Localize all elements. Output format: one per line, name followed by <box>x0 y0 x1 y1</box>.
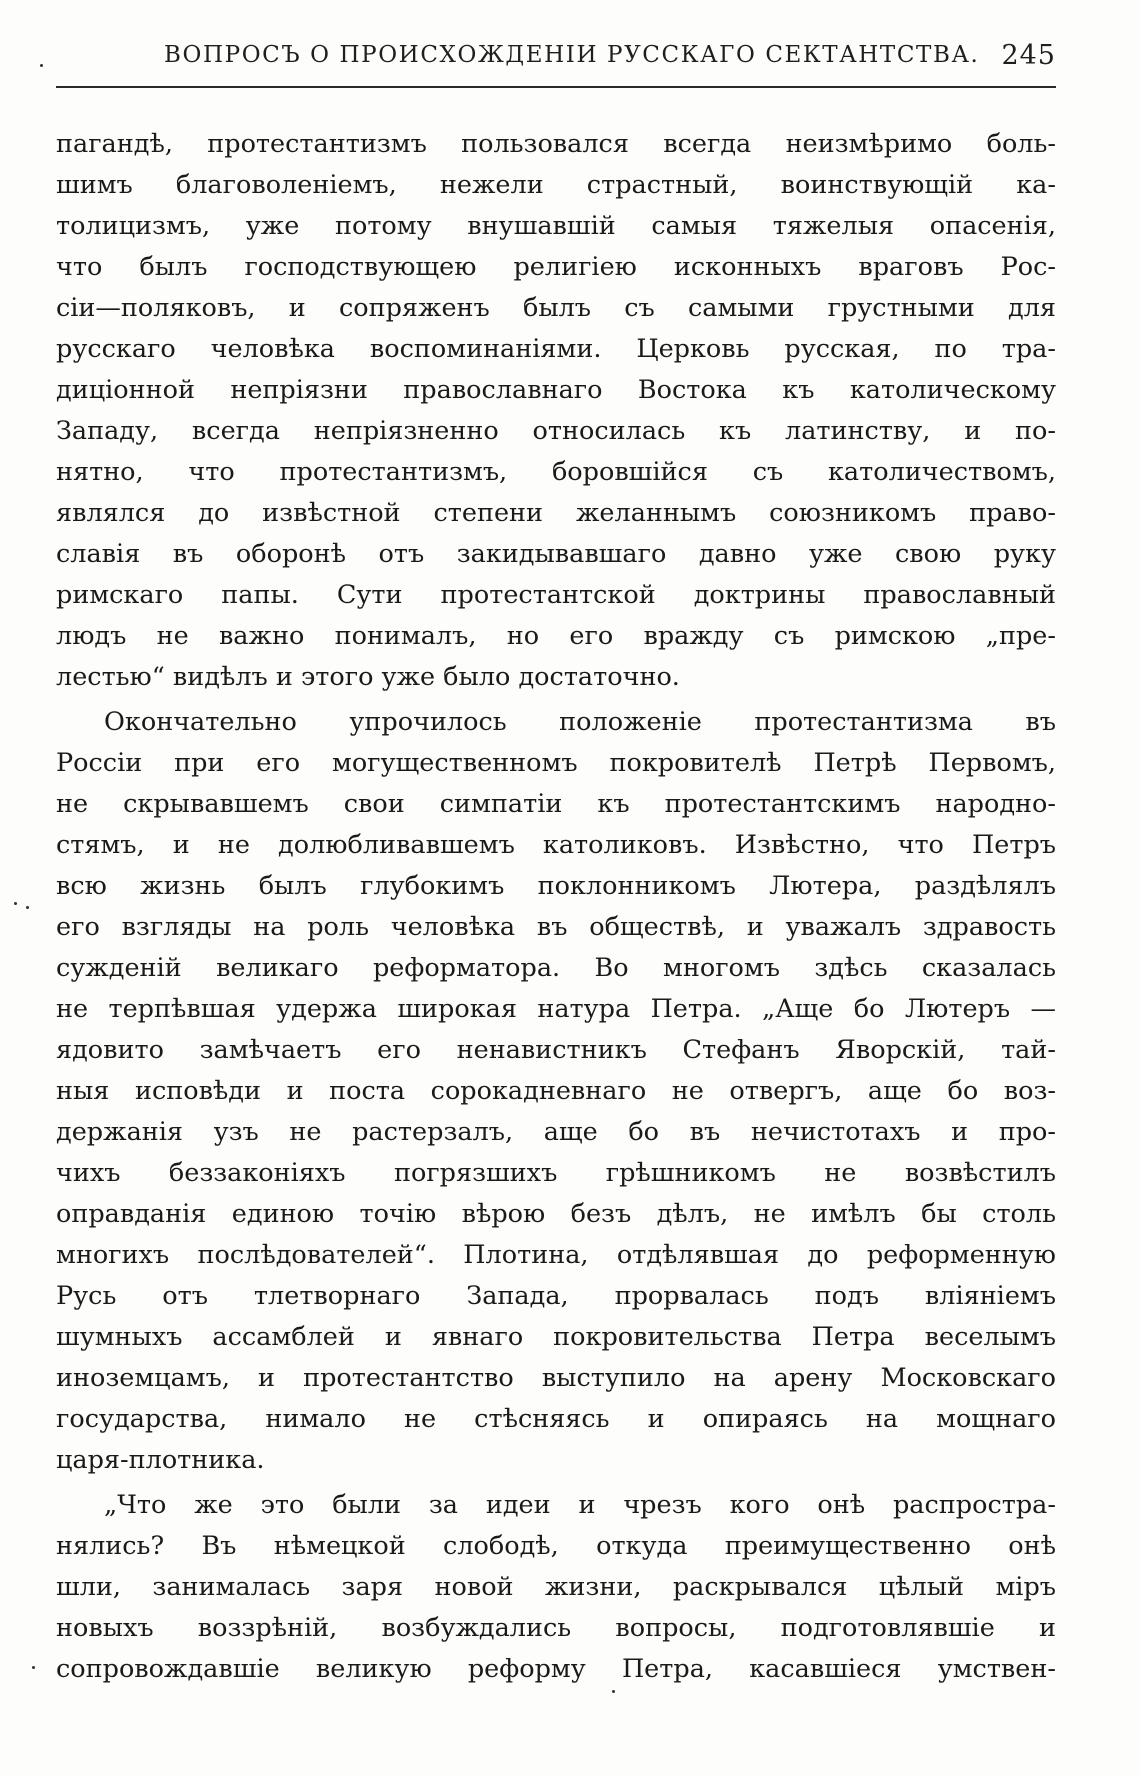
text-line: диціонной непріязни православнаго Востока къ католическому <box>56 375 1056 405</box>
print-speck <box>14 902 17 905</box>
paragraph-3 <box>56 1485 1056 1690</box>
text-line: сужденій великаго реформатора. Во многомъ здѣсь сказалась <box>56 953 1056 983</box>
paragraph-1 <box>56 124 1056 698</box>
text-line: Западу, всегда непріязненно относилась къ латинству, и по- <box>56 416 1056 446</box>
text-line: стямъ, и не долюбливавшемъ католиковъ. Извѣстно, что Петръ <box>56 830 1056 860</box>
text-line: славія въ оборонѣ отъ закидывавшаго давно уже свою руку <box>56 539 1056 569</box>
paragraph-2 <box>56 702 1056 1481</box>
text-line: новыхъ воззрѣній, возбуждались вопросы, подготовлявшіе и <box>56 1613 1056 1643</box>
text-line: „Что же это были за идеи и чрезъ кого онѣ распростра- <box>104 1490 1056 1520</box>
text-line: сіи—поляковъ, и сопряженъ былъ съ самыми грустными для <box>56 293 1056 323</box>
text-line: лестью“ видѣлъ и этого уже было достаточно. <box>56 662 680 692</box>
text-line: Русь отъ тлетворнаго Запада, прорвалась подъ вліяніемъ <box>56 1281 1056 1311</box>
running-head <box>56 40 1056 80</box>
text-line: шимъ благоволеніемъ, нежели страстный, воинствующій ка- <box>56 170 1056 200</box>
text-line: русскаго человѣка воспоминаніями. Церковь русская, по тра- <box>56 334 1056 364</box>
text-line: что былъ господствующею религіею исконныхъ враговъ Рос- <box>56 252 1056 282</box>
text-line: людъ не важно понималъ, но его вражду съ римскою „пре- <box>56 621 1056 651</box>
print-speck <box>40 64 43 67</box>
print-speck <box>32 1666 35 1669</box>
text-line: оправданія единою точію вѣрою безъ дѣлъ, не имѣлъ бы столь <box>56 1199 1056 1229</box>
text-line: сопровождавшіе великую реформу Петра, касавшіеся умствен- <box>56 1654 1056 1684</box>
text-line: ядовито замѣчаетъ его ненавистникъ Стефанъ Яворскій, тай- <box>56 1035 1056 1065</box>
text-line: римскаго папы. Сути протестантской доктрины православный <box>56 580 1056 610</box>
text-line: иноземцамъ, и протестантство выступило на арену Московскаго <box>56 1363 1056 1393</box>
page-number: 245 <box>1001 40 1056 71</box>
text-line: нятно, что протестантизмъ, боровшійся съ католичествомъ, <box>56 457 1056 487</box>
print-speck <box>612 1690 615 1693</box>
text-line: толицизмъ, уже потому внушавшій самыя тяжелыя опасенія, <box>56 211 1056 241</box>
text-line: царя-плотника. <box>56 1445 265 1475</box>
text-line: держанія узъ не растерзалъ, аще бо въ нечистотахъ и про- <box>56 1117 1056 1147</box>
header-rule <box>56 86 1056 88</box>
text-line: всю жизнь былъ глубокимъ поклонникомъ Лютера, раздѣлялъ <box>56 871 1056 901</box>
text-line: многихъ послѣдователей“. Плотина, отдѣлявшая до реформенную <box>56 1240 1056 1270</box>
text-line: ныя исповѣди и поста сорокадневнаго не отвергъ, аще бо воз- <box>56 1076 1056 1106</box>
text-line: Россіи при его могущественномъ покровителѣ Петрѣ Первомъ, <box>56 748 1056 778</box>
text-line: Окончательно упрочилось положеніе протестантизма въ <box>104 707 1056 737</box>
text-line: шумныхъ ассамблей и явнаго покровительства Петра веселымъ <box>56 1322 1056 1352</box>
body-text <box>56 124 1056 1690</box>
text-line: не терпѣвшая удержа широкая натура Петра. „Аще бо Лютеръ — <box>56 994 1056 1024</box>
text-line: нялись? Въ нѣмецкой слободѣ, откуда преимущественно онѣ <box>56 1531 1056 1561</box>
text-line: чихъ беззаконіяхъ погрязшихъ грѣшникомъ не возвѣстилъ <box>56 1158 1056 1188</box>
text-line: являлся до извѣстной степени желаннымъ союзникомъ право- <box>56 498 1056 528</box>
text-line: его взгляды на роль человѣка въ обществѣ, и уважалъ здравость <box>56 912 1056 942</box>
running-title: ВОПРОСЪ О ПРОИСХОЖДЕНІИ РУССКАГО СЕКТАНТСТВА. <box>164 42 980 68</box>
text-line: государства, нимало не стѣсняясь и опираясь на мощнаго <box>56 1404 1056 1434</box>
print-speck <box>26 906 29 909</box>
text-line: не скрывавшемъ свои симпатіи къ протестантскимъ народно- <box>56 789 1056 819</box>
text-line: пагандѣ, протестантизмъ пользовался всегда неизмѣримо боль- <box>56 129 1056 159</box>
text-line: шли, занималась заря новой жизни, раскрывался цѣлый міръ <box>56 1572 1056 1602</box>
